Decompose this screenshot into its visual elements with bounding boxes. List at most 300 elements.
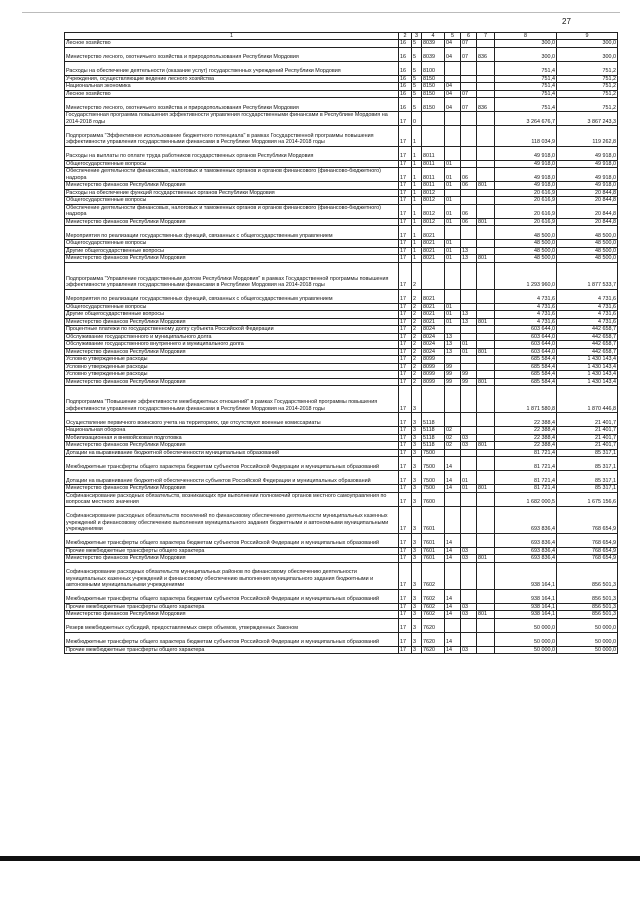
row-name-cell: Осуществление первичного воинского учета на территориях, где отсутствуют военные комиссариаты — [65, 413, 399, 427]
section-cell: 17 — [399, 646, 412, 654]
amount-2015-cell: 751,4 — [495, 90, 557, 98]
subchapter-cell — [461, 533, 477, 547]
amount-2015-cell: 49 918,0 — [495, 160, 557, 168]
amount-2015-cell: 300,0 — [495, 40, 557, 48]
agency-cell — [477, 646, 495, 654]
amount-2016-cell: 856 501,3 — [557, 603, 618, 611]
amount-2015-cell: 3 264 676,7 — [495, 112, 557, 126]
row-name-cell: Мероприятия по реализации государственных функций, связанных с общегосударственным управлением — [65, 289, 399, 303]
subsection-cell: 1 — [412, 168, 422, 182]
amount-2016-cell: 49 918,0 — [557, 146, 618, 160]
row-name-cell: Межбюджетные трансферты общего характера бюджетам субъектов Российской Федерации и муниципальных образований — [65, 533, 399, 547]
target-cell: 8021 — [422, 289, 445, 303]
chapter-cell: 99 — [445, 363, 461, 371]
subchapter-cell — [461, 618, 477, 632]
target-cell: 7500 — [422, 457, 445, 471]
chapter-cell — [445, 506, 461, 533]
agency-cell — [477, 356, 495, 364]
agency-cell: 801 — [477, 611, 495, 619]
agency-cell — [477, 427, 495, 435]
table-row — [65, 197, 618, 205]
agency-cell: 801 — [477, 485, 495, 493]
table-row — [65, 112, 618, 126]
chapter-cell: 99 — [445, 371, 461, 379]
section-cell: 17 — [399, 434, 412, 442]
row-name-cell: Условно утвержденные расходы — [65, 363, 399, 371]
target-cell: 5118 — [422, 413, 445, 427]
subchapter-cell: 06 — [461, 204, 477, 218]
amount-2015-cell: 685 584,4 — [495, 371, 557, 379]
agency-cell — [477, 197, 495, 205]
subsection-cell: 5 — [412, 61, 422, 75]
amount-2016-cell: 20 844,8 — [557, 204, 618, 218]
chapter-cell: 14 — [445, 603, 461, 611]
table-row — [65, 413, 618, 427]
chapter-cell: 13 — [445, 333, 461, 341]
subsection-cell: 2 — [412, 262, 422, 289]
amount-2015-cell: 4 731,6 — [495, 289, 557, 303]
subchapter-cell — [461, 146, 477, 160]
target-cell: 8021 — [422, 226, 445, 240]
chapter-cell: 04 — [445, 90, 461, 98]
amount-2015-cell: 48 500,0 — [495, 226, 557, 240]
chapter-cell — [445, 61, 461, 75]
subchapter-cell — [461, 413, 477, 427]
amount-2016-cell: 1 430 143,4 — [557, 363, 618, 371]
target-cell: 7620 — [422, 618, 445, 632]
row-name-cell: Министерство финансов Республики Мордовия — [65, 255, 399, 263]
table-row — [65, 356, 618, 364]
amount-2016-cell: 49 918,0 — [557, 160, 618, 168]
chapter-cell: 13 — [445, 348, 461, 356]
row-name-cell: Софинансирование расходных обязательств муниципальных районов по финансовому обеспечению деятельности муниципальных казенных учреждений и финансовому обеспечению выполнения муниципального задания бюджетными и автономными муниципальными учреждениями — [65, 562, 399, 589]
amount-2016-cell: 856 501,3 — [557, 611, 618, 619]
amount-2016-cell: 751,2 — [557, 75, 618, 83]
row-name-cell: Условно утвержденные расходы — [65, 371, 399, 379]
subchapter-cell: 01 — [461, 348, 477, 356]
amount-2015-cell: 48 500,0 — [495, 255, 557, 263]
target-cell: 8150 — [422, 98, 445, 112]
amount-2015-cell: 938 164,1 — [495, 611, 557, 619]
subchapter-cell — [461, 449, 477, 457]
row-name-cell: Общегосударственные вопросы — [65, 197, 399, 205]
subsection-cell: 1 — [412, 226, 422, 240]
agency-cell — [477, 371, 495, 379]
subchapter-cell — [461, 562, 477, 589]
subchapter-cell — [461, 363, 477, 371]
row-name-cell: Министерство финансов Республики Мордовия — [65, 318, 399, 326]
amount-2015-cell: 938 164,1 — [495, 603, 557, 611]
target-cell — [422, 112, 445, 126]
chapter-cell: 01 — [445, 160, 461, 168]
row-name-cell: Министерство финансов Республики Мордовия — [65, 555, 399, 563]
amount-2015-cell: 81 721,4 — [495, 471, 557, 485]
subchapter-cell — [461, 386, 477, 413]
table-row — [65, 289, 618, 303]
target-cell: 7602 — [422, 611, 445, 619]
table-row — [65, 618, 618, 632]
subsection-cell: 1 — [412, 160, 422, 168]
amount-2016-cell: 21 401,7 — [557, 427, 618, 435]
subchapter-cell — [461, 356, 477, 364]
amount-2016-cell: 50 000,0 — [557, 618, 618, 632]
amount-2015-cell: 938 164,1 — [495, 562, 557, 589]
amount-2015-cell: 20 616,9 — [495, 218, 557, 226]
agency-cell — [477, 189, 495, 197]
chapter-cell: 04 — [445, 47, 461, 61]
section-cell: 17 — [399, 378, 412, 386]
target-cell: 7602 — [422, 589, 445, 603]
chapter-cell: 14 — [445, 547, 461, 555]
chapter-cell — [445, 356, 461, 364]
target-cell: 8021 — [422, 255, 445, 263]
subsection-cell: 3 — [412, 506, 422, 533]
subchapter-cell: 06 — [461, 218, 477, 226]
chapter-cell: 01 — [445, 182, 461, 190]
agency-cell — [477, 547, 495, 555]
table-row — [65, 632, 618, 646]
amount-2015-cell: 603 644,0 — [495, 333, 557, 341]
amount-2016-cell: 1 870 446,8 — [557, 386, 618, 413]
section-cell: 17 — [399, 611, 412, 619]
section-cell: 17 — [399, 547, 412, 555]
subchapter-cell: 07 — [461, 90, 477, 98]
amount-2016-cell: 50 000,0 — [557, 632, 618, 646]
subsection-cell: 3 — [412, 611, 422, 619]
section-cell: 17 — [399, 226, 412, 240]
subchapter-cell: 06 — [461, 182, 477, 190]
section-cell: 17 — [399, 146, 412, 160]
chapter-cell: 13 — [445, 341, 461, 349]
row-name-cell: Общегосударственные вопросы — [65, 303, 399, 311]
table-row — [65, 61, 618, 75]
amount-2015-cell: 22 388,4 — [495, 434, 557, 442]
row-name-cell: Условно утвержденные расходы — [65, 356, 399, 364]
chapter-cell: 04 — [445, 83, 461, 91]
target-cell: 7500 — [422, 485, 445, 493]
section-cell: 17 — [399, 449, 412, 457]
row-name-cell: Министерство финансов Республики Мордовия — [65, 611, 399, 619]
subchapter-cell — [461, 126, 477, 147]
table-row — [65, 471, 618, 485]
amount-2016-cell: 4 731,6 — [557, 289, 618, 303]
chapter-cell: 99 — [445, 378, 461, 386]
target-cell — [422, 126, 445, 147]
table-row — [65, 555, 618, 563]
table-row — [65, 449, 618, 457]
row-name-cell: Подпрограмма "Эффективное использование бюджетного потенциала" в рамках Государственной программы повышения эффективности управления государственными финансами в Республике Мордовия на 2014-2018 годы — [65, 126, 399, 147]
agency-cell — [477, 533, 495, 547]
amount-2015-cell: 4 731,6 — [495, 311, 557, 319]
amount-2015-cell: 603 644,0 — [495, 348, 557, 356]
target-cell: 7500 — [422, 471, 445, 485]
agency-cell: 836 — [477, 98, 495, 112]
amount-2016-cell: 4 731,6 — [557, 303, 618, 311]
amount-2015-cell: 22 388,4 — [495, 427, 557, 435]
section-cell: 17 — [399, 618, 412, 632]
subsection-cell: 1 — [412, 189, 422, 197]
target-cell: 8021 — [422, 240, 445, 248]
chapter-cell — [445, 326, 461, 334]
subchapter-cell: 03 — [461, 442, 477, 450]
agency-cell — [477, 311, 495, 319]
agency-cell: 801 — [477, 318, 495, 326]
agency-cell — [477, 326, 495, 334]
subsection-cell: 3 — [412, 386, 422, 413]
target-cell: 8099 — [422, 378, 445, 386]
table-row — [65, 90, 618, 98]
amount-2016-cell: 85 317,1 — [557, 471, 618, 485]
subsection-cell: 5 — [412, 47, 422, 61]
subsection-cell: 2 — [412, 348, 422, 356]
table-row — [65, 457, 618, 471]
chapter-cell: 01 — [445, 197, 461, 205]
subsection-cell: 3 — [412, 646, 422, 654]
chapter-cell: 01 — [445, 311, 461, 319]
subsection-cell: 1 — [412, 146, 422, 160]
amount-2015-cell: 685 584,4 — [495, 363, 557, 371]
subsection-cell: 2 — [412, 371, 422, 379]
target-cell: 8150 — [422, 83, 445, 91]
section-cell: 17 — [399, 413, 412, 427]
row-name-cell: Национальная экономика — [65, 83, 399, 91]
section-cell: 17 — [399, 386, 412, 413]
target-cell: 7601 — [422, 547, 445, 555]
table-row — [65, 348, 618, 356]
chapter-cell: 14 — [445, 533, 461, 547]
amount-2015-cell: 693 836,4 — [495, 547, 557, 555]
amount-2015-cell: 48 500,0 — [495, 247, 557, 255]
agency-cell — [477, 40, 495, 48]
subchapter-cell: 99 — [461, 371, 477, 379]
subchapter-cell — [461, 333, 477, 341]
target-cell: 8021 — [422, 303, 445, 311]
section-cell: 17 — [399, 168, 412, 182]
amount-2015-cell: 48 500,0 — [495, 240, 557, 248]
row-name-cell: Мобилизационная и вневойсковая подготовка — [65, 434, 399, 442]
subchapter-cell — [461, 506, 477, 533]
table-row — [65, 98, 618, 112]
amount-2016-cell: 49 918,0 — [557, 168, 618, 182]
chapter-cell: 01 — [445, 240, 461, 248]
amount-2015-cell: 50 000,0 — [495, 646, 557, 654]
amount-2015-cell: 81 721,4 — [495, 457, 557, 471]
row-name-cell: Софинансирование расходных обязательств, возникающих при выполнении полномочий органов местного самоуправления по вопросам местного значения — [65, 492, 399, 506]
chapter-cell: 14 — [445, 632, 461, 646]
target-cell: 7602 — [422, 562, 445, 589]
row-name-cell: Прочие межбюджетные трансферты общего характера — [65, 603, 399, 611]
subsection-cell: 3 — [412, 618, 422, 632]
amount-2016-cell: 768 654,9 — [557, 506, 618, 533]
subsection-cell: 3 — [412, 442, 422, 450]
subsection-cell: 1 — [412, 204, 422, 218]
agency-cell — [477, 83, 495, 91]
target-cell: 8039 — [422, 40, 445, 48]
table-row — [65, 311, 618, 319]
subchapter-cell: 03 — [461, 434, 477, 442]
table-row — [65, 506, 618, 533]
section-cell: 17 — [399, 303, 412, 311]
table-row — [65, 240, 618, 248]
page-number: 27 — [562, 17, 571, 26]
row-name-cell: Подпрограмма "Управление государственным долгом Республики Мордовия" в рамках Государственной программы повышения эффективности управления государственными финансами в Республике Мордовия на 2014-2018 годы — [65, 262, 399, 289]
subchapter-cell: 07 — [461, 47, 477, 61]
amount-2016-cell: 751,2 — [557, 90, 618, 98]
target-cell: 8099 — [422, 371, 445, 379]
agency-cell — [477, 146, 495, 160]
row-name-cell: Министерство лесного, охотничьего хозяйства и природопользования Республики Мордовия — [65, 47, 399, 61]
subsection-cell: 0 — [412, 112, 422, 126]
agency-cell — [477, 386, 495, 413]
row-name-cell: Дотации на выравнивание бюджетной обеспеченности муниципальных образований — [65, 449, 399, 457]
agency-cell — [477, 204, 495, 218]
row-name-cell: Обеспечение деятельности финансовых, налоговых и таможенных органов и органов финансового (финансово-бюджетного) надзора — [65, 204, 399, 218]
target-cell: 8011 — [422, 146, 445, 160]
agency-cell — [477, 341, 495, 349]
row-name-cell: Национальная оборона — [65, 427, 399, 435]
agency-cell — [477, 603, 495, 611]
target-cell — [422, 262, 445, 289]
amount-2016-cell: 300,0 — [557, 40, 618, 48]
row-name-cell: Софинансирование расходных обязательств поселений по финансовому обеспечению деятельности муниципальных казенных учреждений и финансовому обеспечению выполнения муниципального задания бюджетными и автономными муниципальными учреждениями — [65, 506, 399, 533]
subchapter-cell — [461, 83, 477, 91]
agency-cell — [477, 413, 495, 427]
amount-2016-cell: 21 401,7 — [557, 434, 618, 442]
table-row — [65, 562, 618, 589]
table-row — [65, 262, 618, 289]
subchapter-cell: 03 — [461, 555, 477, 563]
table-body — [65, 40, 618, 654]
row-name-cell: Общегосударственные вопросы — [65, 240, 399, 248]
section-cell: 17 — [399, 341, 412, 349]
section-cell: 17 — [399, 318, 412, 326]
section-cell: 17 — [399, 289, 412, 303]
chapter-cell: 04 — [445, 40, 461, 48]
subsection-cell: 3 — [412, 427, 422, 435]
subsection-cell: 3 — [412, 434, 422, 442]
subchapter-cell — [461, 197, 477, 205]
target-cell: 8011 — [422, 160, 445, 168]
section-cell: 16 — [399, 47, 412, 61]
amount-2016-cell: 4 731,6 — [557, 318, 618, 326]
chapter-cell: 14 — [445, 485, 461, 493]
table-row — [65, 485, 618, 493]
amount-2015-cell: 22 388,4 — [495, 442, 557, 450]
section-cell: 17 — [399, 632, 412, 646]
target-cell: 8021 — [422, 247, 445, 255]
section-cell: 17 — [399, 126, 412, 147]
table-row — [65, 204, 618, 218]
amount-2015-cell: 603 644,0 — [495, 326, 557, 334]
chapter-cell — [445, 189, 461, 197]
section-cell: 16 — [399, 98, 412, 112]
amount-2016-cell: 1 430 143,4 — [557, 378, 618, 386]
col-header: 7 — [477, 33, 495, 40]
agency-cell: 801 — [477, 442, 495, 450]
subchapter-cell: 01 — [461, 341, 477, 349]
amount-2016-cell: 442 658,7 — [557, 341, 618, 349]
table-row — [65, 146, 618, 160]
amount-2015-cell: 751,4 — [495, 61, 557, 75]
section-cell: 17 — [399, 262, 412, 289]
row-name-cell: Обеспечение деятельности финансовых, налоговых и таможенных органов и органов финансового (финансово-бюджетного) надзора — [65, 168, 399, 182]
chapter-cell: 14 — [445, 611, 461, 619]
section-cell: 17 — [399, 247, 412, 255]
table-row — [65, 603, 618, 611]
subsection-cell: 3 — [412, 471, 422, 485]
table-row — [65, 434, 618, 442]
amount-2016-cell: 751,2 — [557, 98, 618, 112]
subchapter-cell: 03 — [461, 547, 477, 555]
row-name-cell: Обслуживание государственного и муниципального долга — [65, 333, 399, 341]
section-cell: 17 — [399, 485, 412, 493]
budget-table — [64, 32, 618, 654]
table-row — [65, 333, 618, 341]
subchapter-cell — [461, 75, 477, 83]
table-row — [65, 160, 618, 168]
amount-2016-cell: 768 654,9 — [557, 533, 618, 547]
amount-2016-cell: 442 658,7 — [557, 333, 618, 341]
subchapter-cell — [461, 240, 477, 248]
table-row — [65, 589, 618, 603]
target-cell: 8150 — [422, 90, 445, 98]
table-row — [65, 341, 618, 349]
amount-2016-cell: 50 000,0 — [557, 646, 618, 654]
subchapter-cell — [461, 632, 477, 646]
subchapter-cell: 13 — [461, 311, 477, 319]
table-row — [65, 611, 618, 619]
section-cell: 17 — [399, 471, 412, 485]
amount-2016-cell: 1 430 143,4 — [557, 371, 618, 379]
section-cell: 16 — [399, 83, 412, 91]
amount-2016-cell: 85 317,1 — [557, 449, 618, 457]
amount-2016-cell: 48 500,0 — [557, 255, 618, 263]
agency-cell — [477, 126, 495, 147]
row-name-cell: Дотации на выравнивание бюджетной обеспеченности субъектов Российской Федерации и муниципальных образований — [65, 471, 399, 485]
row-name-cell: Общегосударственные вопросы — [65, 160, 399, 168]
chapter-cell: 14 — [445, 646, 461, 654]
agency-cell — [477, 247, 495, 255]
subsection-cell: 3 — [412, 603, 422, 611]
section-cell: 17 — [399, 240, 412, 248]
agency-cell — [477, 471, 495, 485]
col-header: 3 — [412, 33, 422, 40]
section-cell: 17 — [399, 492, 412, 506]
amount-2015-cell: 81 721,4 — [495, 449, 557, 457]
table-row — [65, 492, 618, 506]
row-name-cell: Расходы на обеспечение деятельности (оказание услуг) государственных учреждений Республики Мордовия — [65, 61, 399, 75]
target-cell: 8012 — [422, 197, 445, 205]
chapter-cell: 01 — [445, 255, 461, 263]
amount-2016-cell: 20 844,8 — [557, 218, 618, 226]
section-cell: 17 — [399, 333, 412, 341]
amount-2015-cell: 20 616,9 — [495, 197, 557, 205]
chapter-cell: 02 — [445, 434, 461, 442]
agency-cell — [477, 226, 495, 240]
amount-2016-cell: 3 867 243,3 — [557, 112, 618, 126]
amount-2015-cell: 300,0 — [495, 47, 557, 61]
subchapter-cell — [461, 160, 477, 168]
row-name-cell: Министерство финансов Республики Мордовия — [65, 442, 399, 450]
amount-2015-cell: 693 836,4 — [495, 533, 557, 547]
agency-cell — [477, 506, 495, 533]
subchapter-cell: 13 — [461, 255, 477, 263]
amount-2015-cell: 22 388,4 — [495, 413, 557, 427]
row-name-cell: Мероприятия по реализации государственных функций, связанных с общегосударственным управлением — [65, 226, 399, 240]
agency-cell — [477, 589, 495, 603]
table-row — [65, 363, 618, 371]
agency-cell: 801 — [477, 555, 495, 563]
